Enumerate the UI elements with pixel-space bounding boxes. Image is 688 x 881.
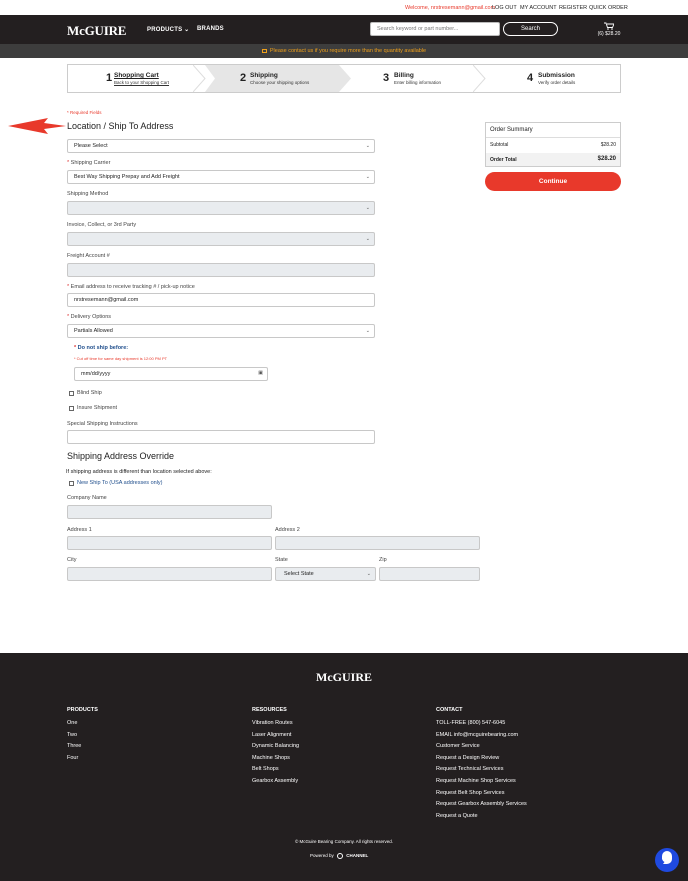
chevron-down-icon: ⌄ xyxy=(365,236,370,242)
chevron-down-icon: ⌄ xyxy=(184,27,190,33)
order-total-value: $28.20 xyxy=(597,156,616,162)
step-billing xyxy=(353,65,483,92)
footer-logo[interactable]: McGUIRE xyxy=(316,670,372,684)
copyright: © McGuire Bearing Company. All rights reserved. xyxy=(294,839,394,844)
powered-by-brand: CHANNEL xyxy=(346,853,369,859)
step-number: 2 xyxy=(240,72,247,84)
welcome-text: Welcome, nrstresemann@gmail.com xyxy=(405,5,496,11)
footer-resource-link[interactable]: Belt Shops xyxy=(252,766,279,773)
method-select[interactable] xyxy=(67,201,375,215)
footer-contact-link[interactable]: TOLL-FREE (800) 547-6045 xyxy=(436,720,506,726)
step-title: Submission xyxy=(538,72,575,79)
footer-contact-link[interactable]: Request Belt Shop Services xyxy=(436,789,505,796)
footer-resource-link[interactable]: Machine Shops xyxy=(252,754,290,761)
carrier-select-value: Best Way Shipping Prepay and Add Freight xyxy=(74,174,180,180)
subtotal-label: Subtotal xyxy=(490,142,509,148)
email-label: * Email address to receive tracking # / pick-up notice xyxy=(67,284,195,290)
insure-label: Insure Shipment xyxy=(77,405,118,411)
order-total-label: Order Total xyxy=(490,157,517,163)
city-field[interactable] xyxy=(67,567,272,581)
address2-label: Address 2 xyxy=(275,527,300,533)
cart-icon xyxy=(604,22,614,30)
carrier-label-text: Shipping Carrier xyxy=(70,160,111,166)
footer-product-link[interactable]: One xyxy=(67,720,78,726)
chevron-down-icon: ⌄ xyxy=(365,205,370,211)
site-footer xyxy=(0,653,688,881)
nav-products[interactable] xyxy=(147,26,189,33)
instructions-input[interactable] xyxy=(67,430,375,444)
carrier-label: * Shipping Carrier xyxy=(67,160,111,166)
channel-logo-icon xyxy=(337,853,343,859)
chevron-down-icon: ⌄ xyxy=(366,571,371,577)
step-title: Shipping xyxy=(250,72,278,79)
step-subtitle: Verify order details xyxy=(538,80,576,85)
nav-products-label: PRODUCTS xyxy=(147,27,183,33)
blind-ship-checkbox[interactable] xyxy=(69,391,74,396)
email-label-text: Email address to receive tracking # / pick-up notice xyxy=(70,284,195,290)
no-ship-before-text: Do not ship before: xyxy=(77,345,129,351)
override-title: Shipping Address Override xyxy=(67,451,175,461)
order-summary xyxy=(485,122,621,167)
cart-button[interactable] xyxy=(596,22,622,37)
blind-ship-label: Blind Ship xyxy=(77,390,102,396)
footer-resource-link[interactable]: Gearbox Assembly xyxy=(252,778,299,784)
search-button[interactable]: Search xyxy=(503,22,558,36)
company-field[interactable] xyxy=(67,505,272,519)
footer-resource-link[interactable]: Dynamic Balancing xyxy=(252,743,300,750)
step-subtitle: Choose your shipping options xyxy=(250,80,310,85)
order-summary-title: Order Summary xyxy=(490,127,533,133)
footer-contact-link[interactable]: Customer Service xyxy=(436,743,480,750)
footer-contact-heading: CONTACT xyxy=(436,707,463,713)
utility-bar xyxy=(0,0,688,15)
delivery-select[interactable] xyxy=(67,324,375,338)
zip-field[interactable] xyxy=(379,567,480,581)
chevron-down-icon: ⌄ xyxy=(365,328,370,334)
delivery-label: * Delivery Options xyxy=(67,314,112,320)
step-shipping xyxy=(208,65,348,92)
footer-product-link[interactable]: Four xyxy=(67,754,79,761)
footer-contact-link[interactable]: EMAIL info@mcguirebearing.com xyxy=(436,731,519,738)
footer-contact-link[interactable]: Request Technical Services xyxy=(436,766,504,773)
quantity-notice xyxy=(0,44,688,58)
chevron-down-icon: ⌄ xyxy=(365,143,370,149)
step-submission xyxy=(488,65,618,92)
footer-contact-link[interactable]: Request Machine Shop Services xyxy=(436,778,516,784)
step-title: Billing xyxy=(394,72,414,79)
insure-checkbox[interactable] xyxy=(69,406,74,411)
red-arrow-annotation xyxy=(8,113,66,139)
address1-label: Address 1 xyxy=(67,527,92,533)
footer-product-link[interactable]: Three xyxy=(67,743,82,750)
invoice-select[interactable] xyxy=(67,232,375,246)
step-subtitle: Enter billing information xyxy=(394,80,442,85)
footer-resource-link[interactable]: Vibration Routes xyxy=(252,720,293,726)
nav-brands[interactable]: BRANDS xyxy=(197,26,224,32)
override-note: If shipping address is different than location selected above: xyxy=(66,469,212,475)
step-number: 4 xyxy=(527,72,534,84)
step-subtitle: Back to your Shopping Cart xyxy=(114,80,170,85)
notice-text: Please contact us if you require more than the quantity available xyxy=(269,48,427,54)
my-account-link[interactable]: MY ACCOUNT xyxy=(520,5,557,11)
chevron-down-icon: ⌄ xyxy=(365,174,370,180)
checkout-steps xyxy=(67,64,621,93)
date-input[interactable] xyxy=(74,367,268,381)
new-ship-to-checkbox[interactable] xyxy=(69,481,74,486)
company-label: Company Name xyxy=(67,495,107,501)
info-icon xyxy=(262,49,267,53)
invoice-label: Invoice, Collect, or 3rd Party xyxy=(67,222,137,228)
summary-divider xyxy=(486,137,620,138)
delivery-select-value: Partials Allowed xyxy=(74,328,113,334)
site-logo[interactable]: McGUIRE xyxy=(67,23,127,38)
calendar-icon[interactable]: ▣ xyxy=(258,370,263,376)
footer-product-link[interactable]: Two xyxy=(67,731,78,738)
step-shopping-cart[interactable] xyxy=(68,65,198,92)
search-input[interactable] xyxy=(370,22,500,36)
carrier-select[interactable] xyxy=(67,170,375,184)
step-number: 1 xyxy=(106,72,113,84)
footer-contact-link[interactable]: Request a Design Review xyxy=(436,754,500,761)
register-link[interactable]: REGISTER xyxy=(559,5,588,11)
method-label: Shipping Method xyxy=(67,191,109,197)
no-ship-before-label: * Do not ship before: xyxy=(74,345,129,351)
delivery-label-text: Delivery Options xyxy=(70,314,112,320)
footer-contact-link[interactable]: Request a Quote xyxy=(436,812,478,819)
new-ship-to-label: New Ship To (USA addresses only) xyxy=(77,480,163,486)
chat-button[interactable] xyxy=(655,848,679,872)
state-select-value: Select State xyxy=(284,571,314,577)
footer-products-heading: PRODUCTS xyxy=(67,707,98,713)
state-select[interactable] xyxy=(275,567,376,581)
zip-label: Zip xyxy=(379,557,387,563)
instructions-label: Special Shipping Instructions xyxy=(67,421,138,427)
freight-label: Freight Account # xyxy=(67,253,110,259)
date-placeholder: mm/dd/yyyy xyxy=(81,371,111,377)
footer-resources-heading: RESOURCES xyxy=(252,707,287,713)
cutoff-note: * Cut off time for same day shipment is 12:00 PM PT xyxy=(74,356,168,361)
continue-button[interactable]: Continue xyxy=(485,172,621,191)
logout-link[interactable]: LOG OUT xyxy=(492,5,517,11)
quick-order-link[interactable]: QUICK ORDER xyxy=(589,5,628,11)
main-header xyxy=(0,15,688,44)
location-select[interactable] xyxy=(67,139,375,153)
email-field[interactable]: nrstresemann@gmail.com xyxy=(67,293,375,307)
step-number: 3 xyxy=(383,72,390,84)
location-select-value: Please Select xyxy=(74,143,108,149)
cart-total: (6) $28.20 xyxy=(597,31,621,37)
required-note: * Required Fields xyxy=(67,110,102,115)
address1-field[interactable] xyxy=(67,536,272,550)
freight-account-input[interactable] xyxy=(67,263,375,277)
section-title: Location / Ship To Address xyxy=(67,121,174,131)
chat-icon xyxy=(655,848,679,872)
step-title: Shopping Cart xyxy=(114,72,159,79)
powered-by-text: Powered by xyxy=(310,853,334,859)
footer-contact-link[interactable]: Request Gearbox Assembly Services xyxy=(436,801,527,808)
footer-resource-link[interactable]: Laser Alignment xyxy=(252,731,292,738)
subtotal-value: $28.20 xyxy=(600,142,616,148)
city-label: City xyxy=(67,557,77,563)
powered-by xyxy=(310,853,368,859)
address2-field[interactable] xyxy=(275,536,480,550)
state-label: State xyxy=(275,557,288,563)
